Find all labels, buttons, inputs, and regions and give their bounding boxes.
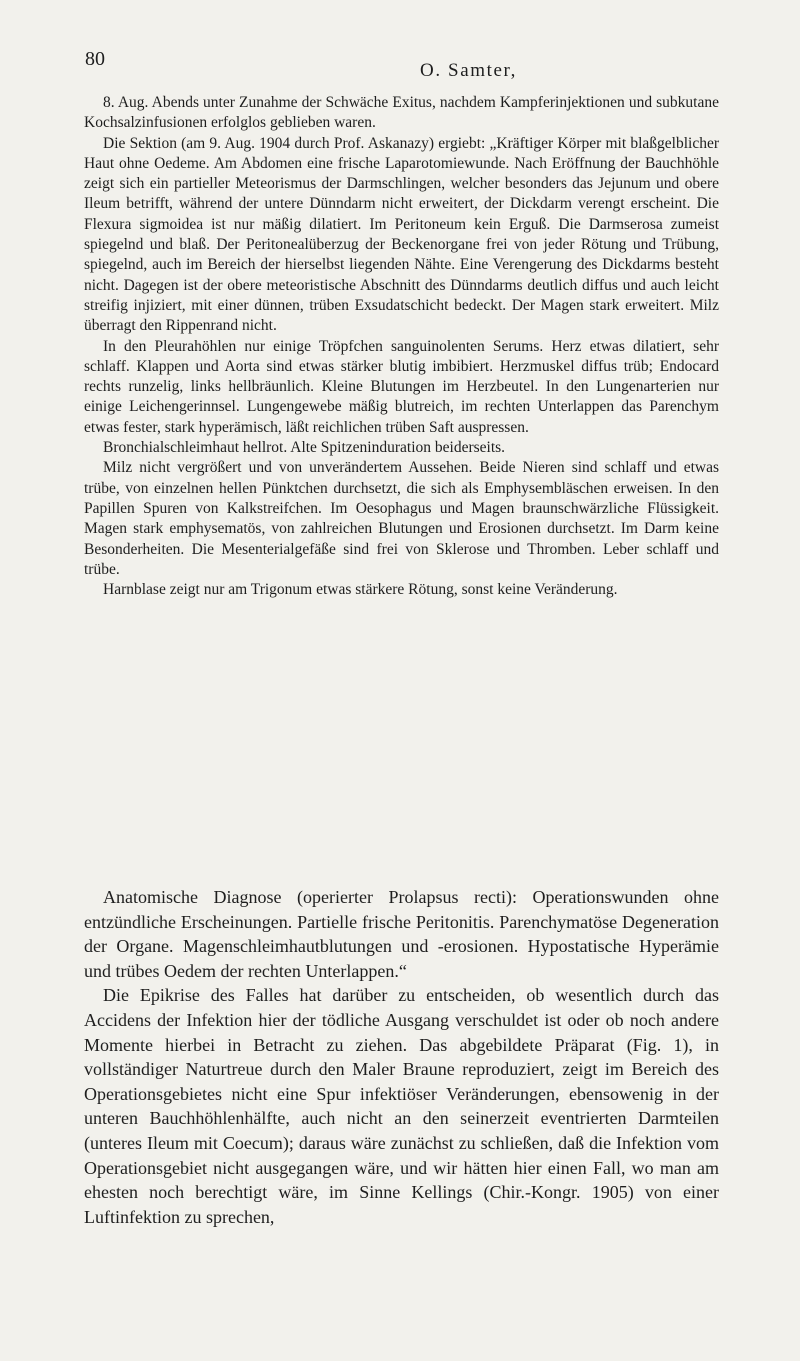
paragraph-epikrise: Die Epikrise des Falles hat darüber zu entscheiden, ob wesentlich durch das Accidens der Infektion hier der tödliche Ausgang verschuldet ist oder ob noch andere Momente hierbei in Betracht zu ziehen. Das abgebildete Präparat (Fig. 1), in vollständiger Naturtreue durch den Maler Braune reproduziert, zeigt im Bereich des Operationsgebietes nicht eine Spur infektiöser Veränderungen, ebensowenig in der unteren Bauchhöhlenhälfte, auch nicht an den seinerzeit eventrierten Darmteilen (unteres Ileum mit Coecum); daraus wäre zunächst zu schließen, daß die Infektion vom Operationsgebiet nicht ausgegangen wäre, und wir hätten hier einen Fall, wo man am ehesten noch berechtigt wäre, im Sinne Kellings (Chir.-Kongr. 1905) von einer Luftinfektion zu sprechen, xyxy=(84,985,719,1227)
paragraph-bronchial: Bronchialschleimhaut hellrot. Alte Spitzeninduration beiderseits. xyxy=(103,439,506,457)
running-head: O. Samter, xyxy=(420,60,518,81)
paragraph-exitus: 8. Aug. Abends unter Zunahme der Schwäche Exitus, nachdem Kampferinjektionen und subkutane Kochsalzinfusionen erfolglos geblieben waren. xyxy=(84,94,719,132)
main-text xyxy=(84,885,719,1229)
page-number: 80 xyxy=(85,48,105,70)
autopsy-report xyxy=(84,93,719,600)
paragraph-pleura: In den Pleurahöhlen nur einige Tröpfchen sanguinolenten Serums. Herz etwas dilatiert, sehr schlaff. Klappen und Aorta sind etwas stärker blutig imbibiert. Herzmuskel diffus trüb; Endocard rechts runzelig, links hellbräunlich. Kleine Blutungen im Herzbeutel. In den Lungenarterien nur einige Leichengerinnsel. Lungengewebe mäßig blutreich, im rechten Unterlappen das Parenchym etwas fester, stark hyperämisch, läßt reichlichen trüben Saft auspressen. xyxy=(84,337,719,436)
paragraph-diagnosis: Anatomische Diagnose (operierter Prolapsus recti): Operationswunden ohne entzündliche Erscheinungen. Partielle frische Peritonitis. Parenchymatöse Degeneration der Organe. Magenschleimhautblutungen und -erosionen. Hypostatische Hyperämie und trübes Oedem der rechten Unterlappen.“ xyxy=(84,887,719,981)
page-header xyxy=(85,48,710,81)
paragraph-milz: Milz nicht vergrößert und von unverändertem Aussehen. Beide Nieren sind schlaff und etwas trübe, von einzelnen hellen Pünktchen durchsetzt, die sich als Emphysembläschen erweisen. In den Papillen Spuren von Kalkstreifchen. Im Oesophagus und Magen braunschwärzliche Flüssigkeit. Magen stark emphysematös, von zahlreichen Blutungen und Erosionen durchsetzt. Im Darm keine Besonderheiten. Die Mesenterialgefäße sind frei von Sklerose und Thromben. Leber schlaff und trübe. xyxy=(84,459,719,578)
paragraph-sektion: Die Sektion (am 9. Aug. 1904 durch Prof. Askanazy) ergiebt: „Kräftiger Körper mit blaßgelblicher Haut ohne Oedeme. Am Abdomen eine frische Laparotomiewunde. Nach Eröffnung der Bauchhöhle zeigt sich ein partieller Meteorismus der Darmschlingen, welcher besonders das Jejunum und obere Ileum betrifft, während der untere Dünndarm nicht erweitert, der Dickdarm verengt erscheint. Die Flexura sigmoidea ist nur mäßig dilatiert. Im Peritoneum kein Erguß. Die Darmserosa zumeist spiegelnd und blaß. Der Peritonealüberzug der Beckenorgane frei von jeder Rötung und Trübung, spiegelnd, auch im Bereich der hierselbst liegenden Nähte. Eine Verengerung des Dickdarms besteht nicht. Dagegen ist der obere meteoristische Abschnitt des Dünndarms deutlich diffus und auch leicht streifig injiziert, mit einer dünnen, trüben Exsudatschicht bedeckt. Der Magen stark erweitert. Milz überragt den Rippenrand nicht. xyxy=(84,134,719,335)
paragraph-harnblase: Harnblase zeigt nur am Trigonum etwas stärkere Rötung, sonst keine Veränderung. xyxy=(103,581,618,599)
